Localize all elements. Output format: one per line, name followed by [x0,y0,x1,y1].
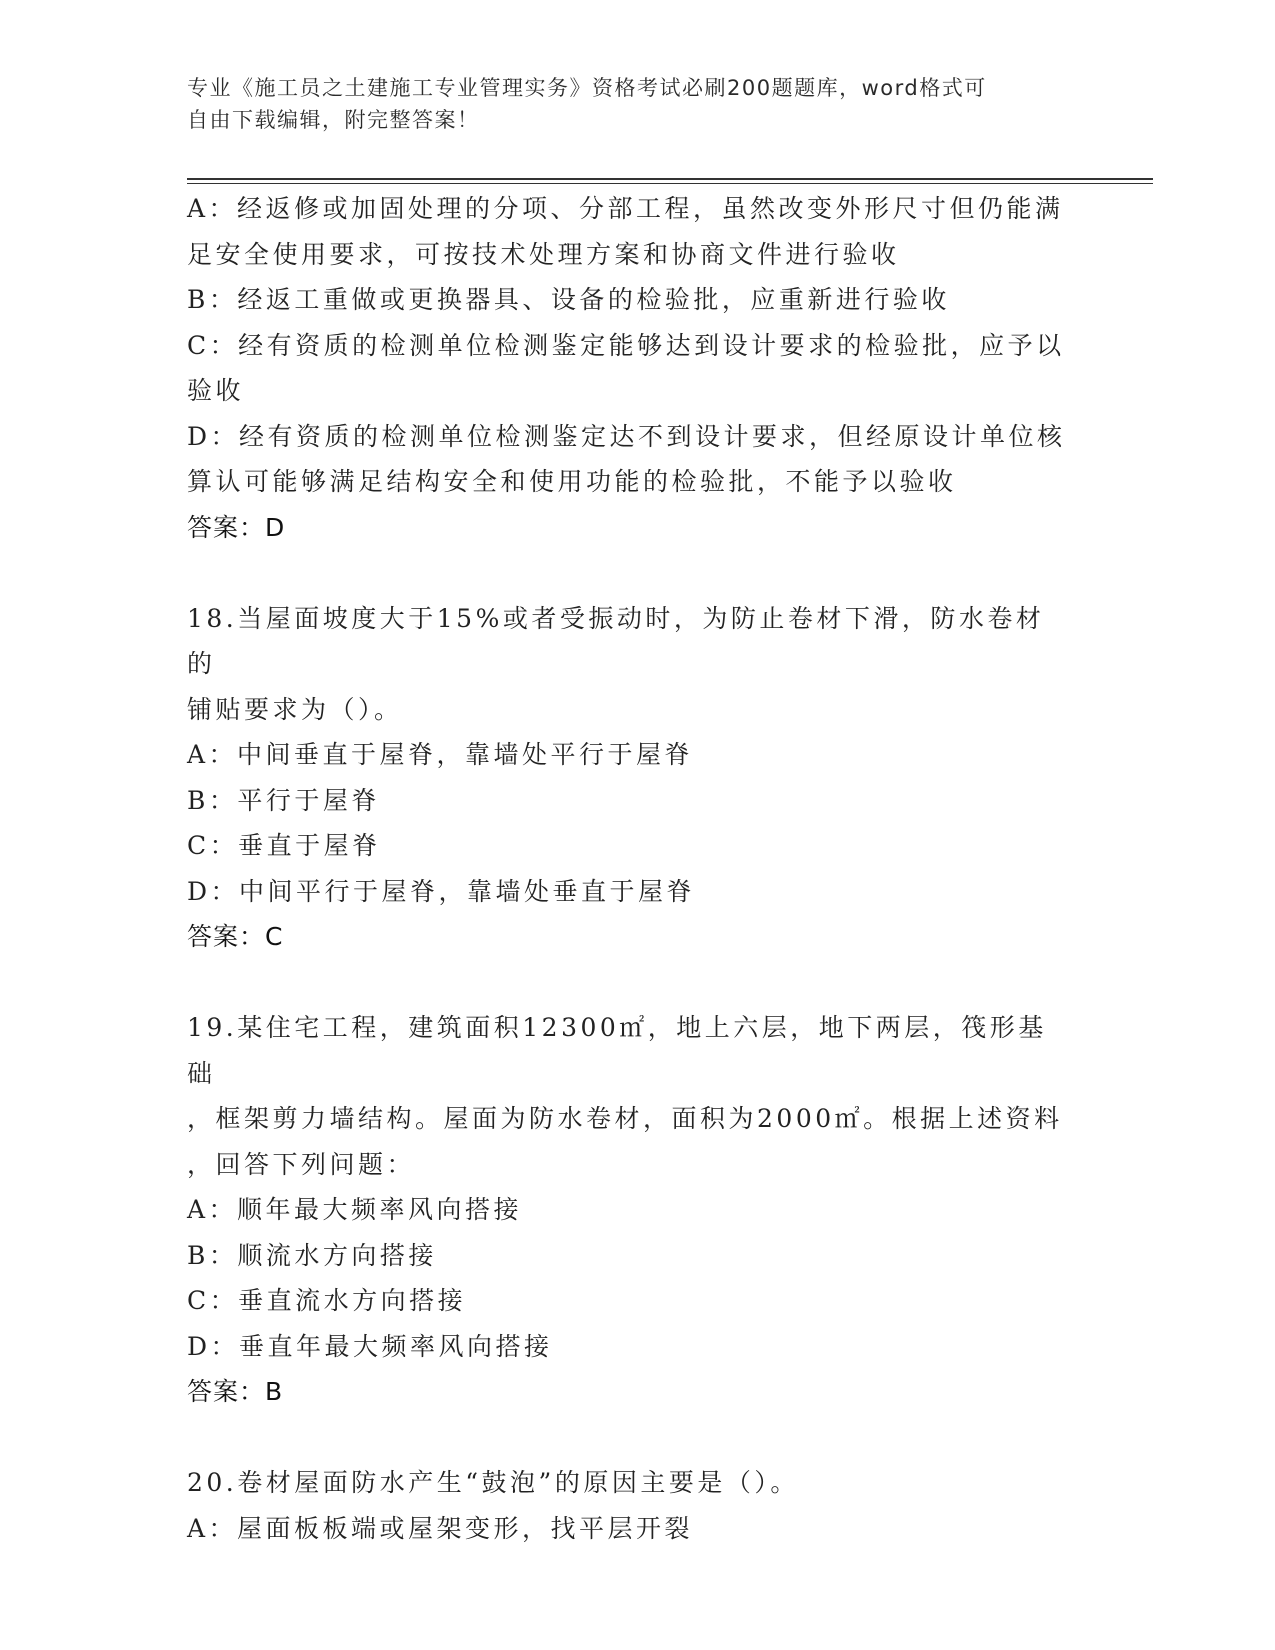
question-19 [187,1005,1067,1415]
q18-option-a: A：中间垂直于屋脊，靠墙处平行于屋脊 [187,740,694,769]
q18-answer: 答案：C [187,922,284,951]
q20-option-a: A：屋面板板端或屋架变形，找平层开裂 [187,1513,694,1543]
q17-option-c-line2: 验收 [187,376,245,405]
question-spacer [187,960,1067,1006]
question-spacer [187,1415,1067,1461]
document-header [187,72,1067,136]
question-spacer [187,550,1067,596]
q17-option-b: B：经返工重做或更换器具、设备的检验批，应重新进行验收 [187,285,950,314]
q19-stem-line3: ，回答下列问题： [187,1149,416,1179]
q17-option-a-line1: A：经返修或加固处理的分项、分部工程，虽然改变外形尺寸但仍能满 [187,194,1064,223]
header-line-1: 专业《施工员之土建施工专业管理实务》资格考试必刷200题题库，word格式可 [187,76,987,100]
q19-stem-line2: ，框架剪力墙结构。屋面为防水卷材，面积为2000㎡。根据上述资料 [187,1104,1063,1133]
q19-option-d: D：垂直年最大频率风向搭接 [187,1331,553,1361]
q19-stem-line1: 19.某住宅工程，建筑面积12300㎡，地上六层，地下两层，筏形基础 [187,1013,1047,1088]
q17-option-c-line1: C：经有资质的检测单位检测鉴定能够达到设计要求的检验批，应予以 [187,330,1065,360]
q18-option-b: B：平行于屋脊 [187,785,380,815]
header-divider-thin [187,183,1153,184]
q18-stem-line2: 铺贴要求为（）。 [187,694,403,724]
question-18 [187,596,1067,960]
q19-option-c: C：垂直流水方向搭接 [187,1286,467,1315]
header-line-2: 自由下载编辑，附完整答案！ [187,108,480,132]
q17-option-d-line2: 算认可能够满足结构安全和使用功能的检验批，不能予以验收 [187,467,957,496]
question-content [187,186,1067,1551]
q17-option-d-line1: D：经有资质的检测单位检测鉴定达不到设计要求，但经原设计单位核 [187,421,1066,451]
q18-option-c: C：垂直于屋脊 [187,831,381,860]
q18-option-d: D：中间平行于屋脊，靠墙处垂直于屋脊 [187,876,696,906]
question-17 [187,186,1067,550]
q18-stem-line1: 18.当屋面坡度大于15%或者受振动时，为防止卷材下滑，防水卷材的 [187,603,1045,678]
q19-option-a: A：顺年最大频率风向搭接 [187,1195,523,1224]
q19-answer: 答案：B [187,1377,284,1406]
q17-answer: 答案：D [187,512,286,542]
q20-stem-line1: 20.卷材屋面防水产生“鼓泡”的原因主要是（）。 [187,1468,799,1497]
header-divider-thick [187,178,1153,180]
q19-option-b: B：顺流水方向搭接 [187,1240,437,1270]
question-20 [187,1460,1067,1551]
q17-option-a-line2: 足安全使用要求，可按技术处理方案和协商文件进行验收 [187,239,900,269]
